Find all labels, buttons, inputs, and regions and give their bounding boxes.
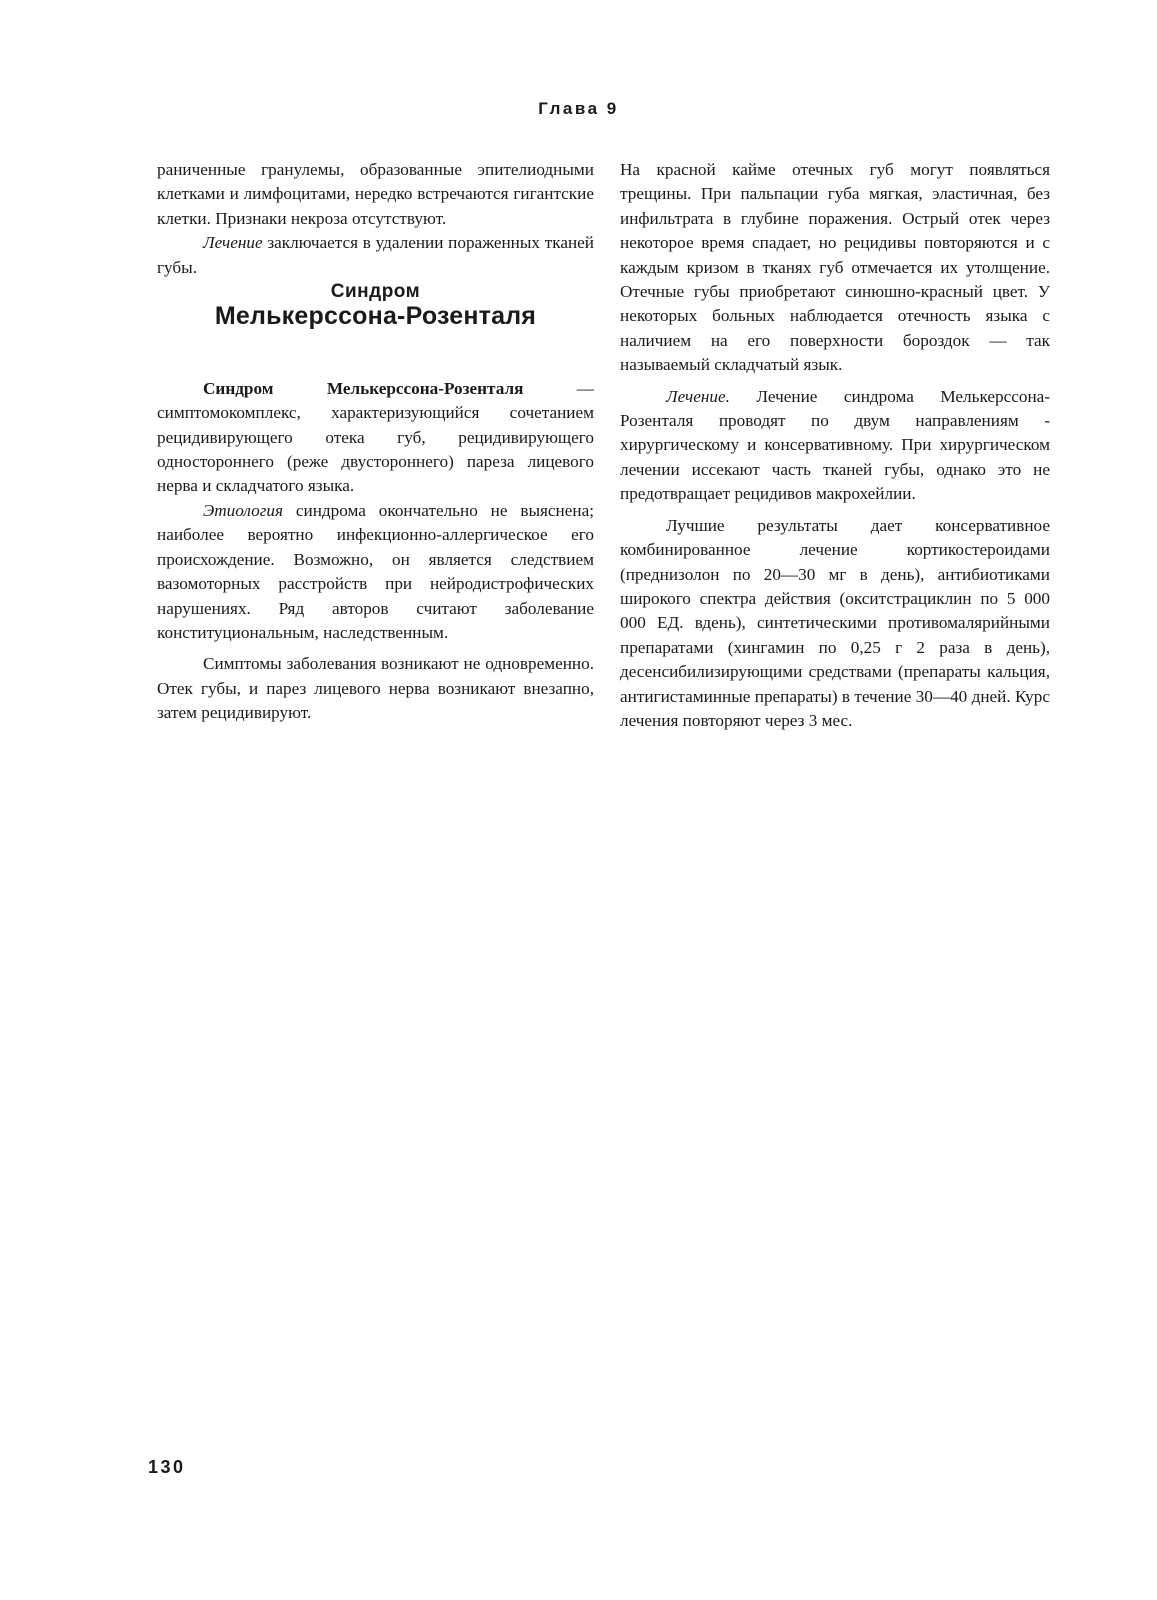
etiology-label: Этиология bbox=[203, 500, 284, 520]
right-column bbox=[620, 158, 1050, 733]
treatment-heading-text: Лечение синдрома Мелькерссона-Розенталя проводят по двум направлениям - хирургическому и консервативному. При хирургическом лечении иссекают часть тканей губы, однако это не предотвращает рецидивов макрохейлии. bbox=[620, 386, 1050, 504]
treatment-label: Лечение bbox=[203, 233, 263, 253]
section-heading-line-2: Мелькерссона-Розенталя bbox=[214, 302, 537, 331]
left-column bbox=[157, 158, 594, 726]
page-number: 130 bbox=[148, 1457, 186, 1477]
paragraph-conservative-treatment: Лучшие результаты дает консервативное комбинированное лечение кортикостероидами (преднизолон по 20—30 мг в день), антибиотиками широкого спектра действия (окситстрациклин по 5 000 000 ЕД. вдень), синтетическими противомалярийными препаратами (хингамин по 0,25 г 2 раза в день), десенсибилизирующими средствами (препараты кальция, антигистаминные препараты) в течение 30—40 дней. Курс лечения повторяют через 3 мес. bbox=[620, 515, 1050, 730]
paragraph-definition bbox=[157, 377, 594, 499]
paragraph-etiology bbox=[157, 499, 594, 645]
paragraph-treatment-surgical bbox=[157, 231, 594, 280]
paragraph-clinical-picture: На красной кайме отечных губ могут появляться трещины. При пальпации губа мягкая, эластичная, без инфильтрата в глубине поражения. Острый отек через некоторое время спадает, но рецидивы повторяются и с каждым кризом в тканях губ отмечается их утолщение. Отечные губы приобретают синюшно-красный цвет. У некоторых больных наблюдается отечность языка с наличием на его поверхности бороздок — так называемый складчатый язык. bbox=[620, 160, 1050, 375]
paragraph-symptoms: Симптомы заболевания возникают не одновременно. Отек губы, и парез лицевого нерва возникают внезапно, затем рецидивируют. bbox=[157, 654, 594, 723]
treatment-text: заключается в удалении пораженных тканей губы. bbox=[157, 233, 594, 277]
paragraph-treatment bbox=[620, 385, 1050, 507]
running-head: Глава 9 bbox=[538, 99, 619, 118]
section-heading-line-1: Синдром bbox=[330, 281, 421, 303]
etiology-text: синдрома окончательно не выяснена; наиболее вероятно инфекционно-аллергическое его происхождение. Возможно, он является следствием вазомоторных расстройств при нейродистрофических нарушениях. Ряд авторов считают заболевание конституциональным, наследственным. bbox=[157, 500, 594, 642]
paragraph-granulomas: раниченные гранулемы, образованные эпителиодными клетками и лимфоцитами, нередко встречаются гигантские клетки. Признаки некроза отсутствуют. bbox=[157, 160, 594, 228]
syndrome-term: Синдром Мелькерссона-Розенталя bbox=[203, 378, 524, 398]
definition-text: — симптомокомплекс, характеризующийся сочетанием рецидивирующего отека губ, рецидивирующего одностороннего (реже двустороннего) пареза лицевого нерва и складчатого языка. bbox=[157, 378, 594, 496]
treatment-heading-label: Лечение. bbox=[666, 386, 730, 406]
